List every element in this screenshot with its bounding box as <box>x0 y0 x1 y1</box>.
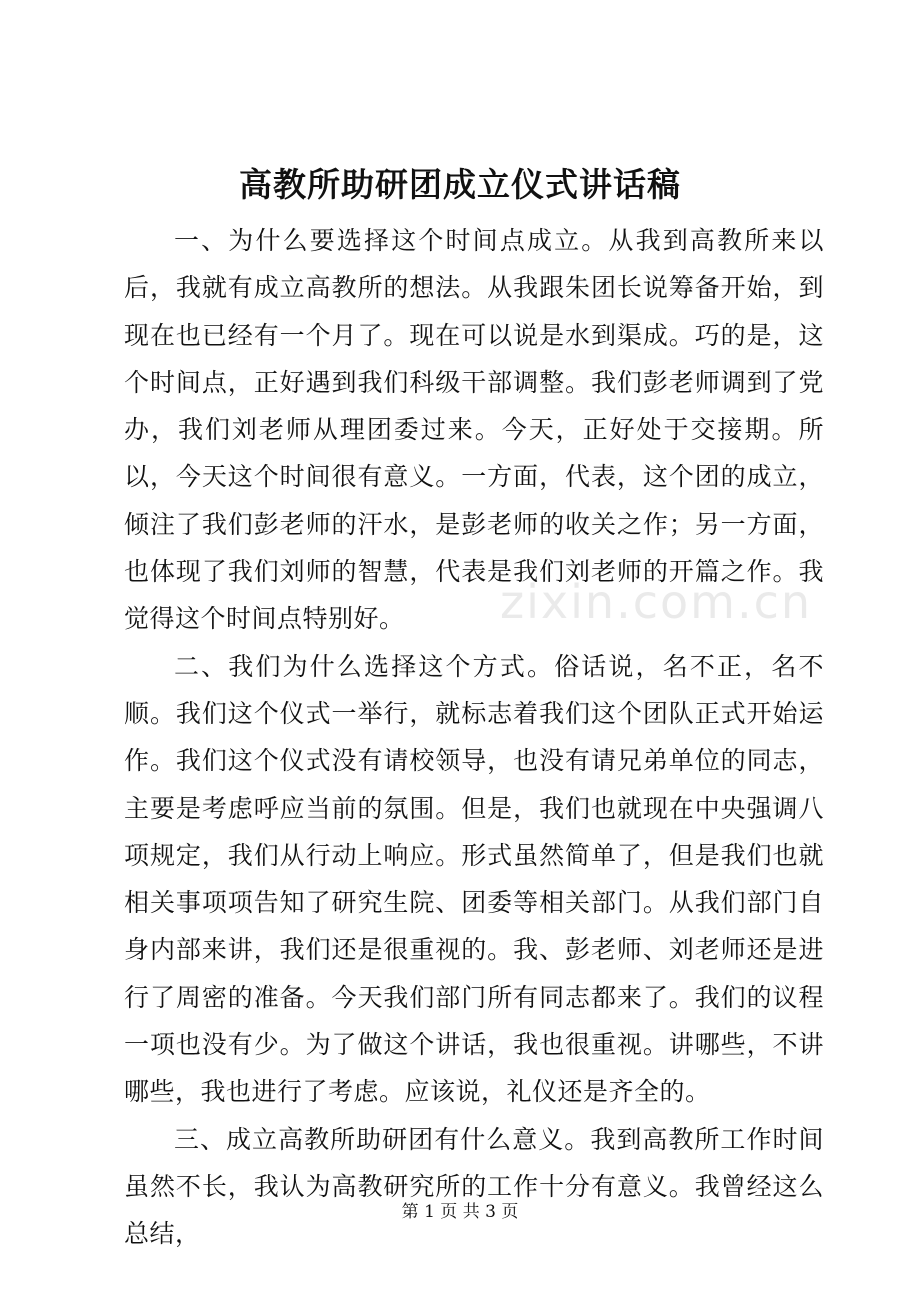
paragraph-1: 一、为什么要选择这个时间点成立。从我到高教所来以后，我就有成立高教所的想法。从我跟朱团长说筹备开始，到现在也已经有一个月了。现在可以说是水到渠成。巧的是，这个时间点，正好遇到我们科级干部调整。我们彭老师调到了党办，我们刘老师从理团委过来。今天，正好处于交接期。所以，今天这个时间很有意义。一方面，代表，这个团的成立，倾注了我们彭老师的汗水，是彭老师的收关之作；另一方面，也体现了我们刘师的智慧，代表是我们刘老师的开篇之作。我觉得这个时间点特别好。 <box>124 226 824 634</box>
paragraph-3: 三、成立高教所助研团有什么意义。我到高教所工作时间虽然不长，我认为高教研究所的工作十分有意义。我曾经这么总结， <box>124 1124 824 1249</box>
paragraph-2: 二、我们为什么选择这个方式。俗话说，名不正，名不顺。我们这个仪式一举行，就标志着我们这个团队正式开始运作。我们这个仪式没有请校领导，也没有请兄弟单位的同志，主要是考虑呼应当前的氛围。但是，我们也就现在中央强调八项规定，我们从行动上响应。形式虽然简单了，但是我们也就相关事项项告知了研究生院、团委等相关部门。从我们部门自身内部来讲，我们还是很重视的。我、彭老师、刘老师还是进行了周密的准备。今天我们部门所有同志都来了。我们的议程一项也没有少。为了做这个讲话，我也很重视。讲哪些，不讲哪些，我也进行了考虑。应该说，礼仪还是齐全的。 <box>124 651 824 1107</box>
watermark: zixin.com.cn <box>500 575 813 629</box>
document-body <box>124 217 824 1258</box>
document-title: 高教所助研团成立仪式讲话稿 <box>239 165 681 204</box>
page-footer: 第 1 页 共 3 页 <box>401 1202 519 1222</box>
